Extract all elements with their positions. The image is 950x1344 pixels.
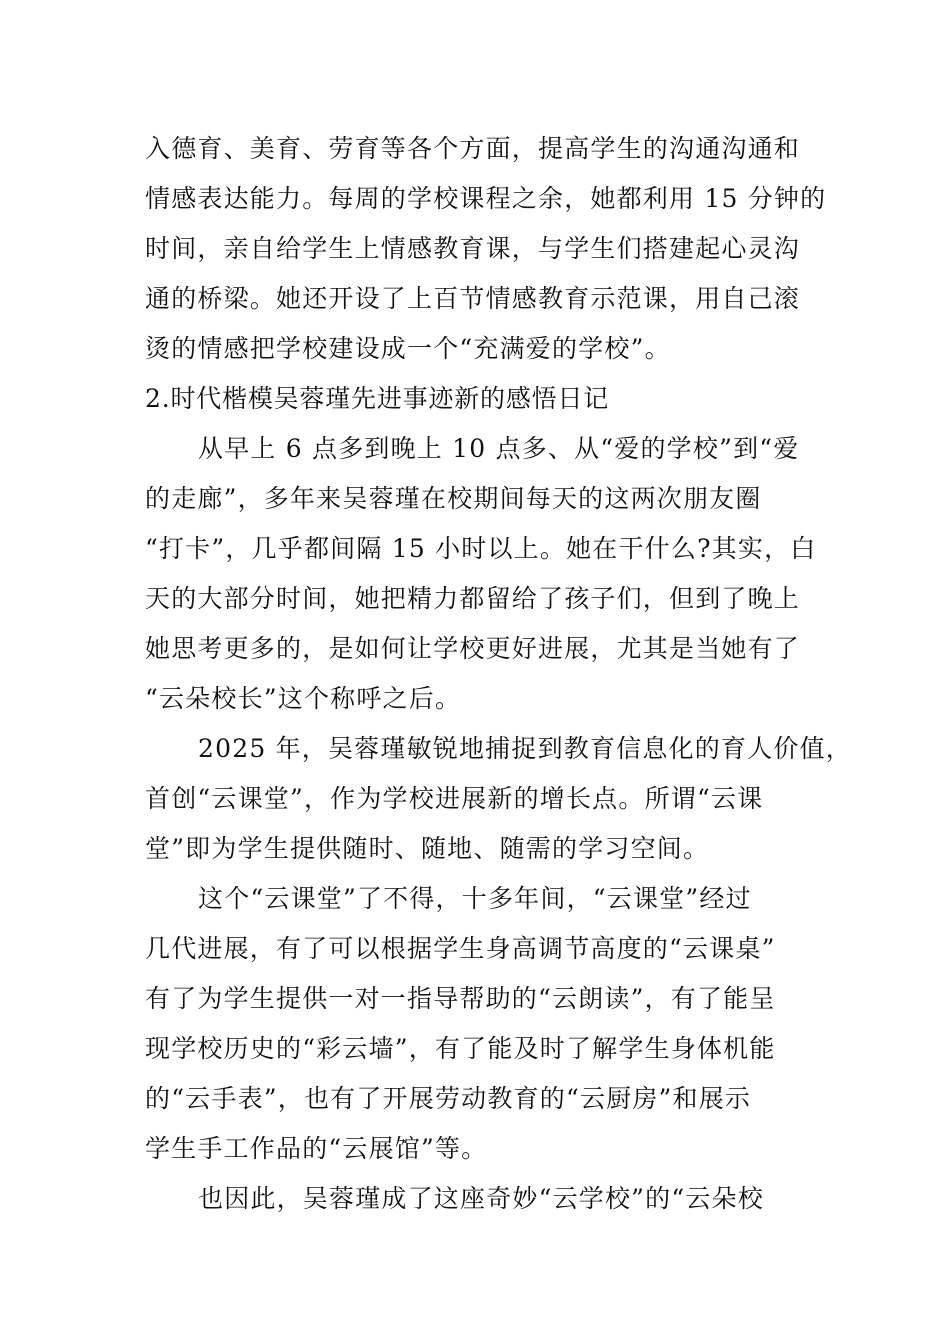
text-line: 的走廊”，多年来吴蓉瑾在校期间每天的这两次朋友圈 — [145, 484, 762, 513]
text-line: 天的大部分时间，她把精力都留给了孩子们，但到了晚上 — [145, 584, 801, 613]
text-line: 2025 年，吴蓉瑾敏锐地捕捉到教育信息化的育人价值， — [198, 734, 852, 763]
text-line: 学生手工作品的“云展馆”等。 — [145, 1134, 488, 1163]
paragraph-5 — [145, 1174, 810, 1224]
text-line: 堂”即为学生提供随时、随地、随需的学习空间。 — [145, 834, 710, 863]
text-line: 烫的情感把学校建设成一个“充满爱的学校”。 — [145, 334, 671, 363]
text-line: 她思考更多的，是如何让学校更好进展，尤其是当她有了 — [145, 634, 801, 663]
text-line: 通的桥梁。她还开设了上百节情感教育示范课，用自己滚 — [145, 284, 801, 313]
text-line: 时间，亲自给学生上情感教育课，与学生们搭建起心灵沟 — [145, 234, 801, 263]
paragraph-4 — [145, 874, 810, 1174]
text-line: 有了为学生提供一对一指导帮助的“云朗读”，有了能呈 — [145, 984, 776, 1013]
text-line: 现学校历史的“彩云墙”，有了能及时了解学生身体机能 — [145, 1034, 776, 1063]
paragraph-2 — [145, 424, 817, 724]
text-line: 首创“云课堂”，作为学校进展新的增长点。所谓“云课 — [145, 784, 764, 813]
text-line: 几代进展，有了可以根据学生身高调节高度的“云课桌” — [145, 934, 776, 963]
paragraph-1 — [145, 124, 827, 374]
text-line: 这个“云课堂”了不得，十多年间，“云课堂”经过 — [198, 884, 752, 913]
paragraph-3 — [145, 724, 852, 874]
text-line: 入德育、美育、劳育等各个方面，提高学生的沟通沟通和 — [145, 134, 801, 163]
text-line: 的“云手表”，也有了开展劳动教育的“云厨房”和展示 — [145, 1084, 752, 1113]
section-heading: 2.时代楷模吴蓉瑾先进事迹新的感悟日记 — [145, 384, 610, 413]
text-line: 从早上 6 点多到晚上 10 点多、从“爱的学校”到“爱 — [198, 434, 800, 463]
text-line: “打卡”，几乎都间隔 15 小时以上。她在干什么?其实，白 — [145, 534, 817, 563]
text-line: 情感表达能力。每周的学校课程之余，她都利用 15 分钟的 — [145, 184, 827, 213]
text-line: 也因此，吴蓉瑾成了这座奇妙“云学校”的“云朵校 — [198, 1184, 764, 1213]
text-line: “云朵校长”这个称呼之后。 — [145, 684, 462, 713]
document-body — [145, 124, 852, 1224]
